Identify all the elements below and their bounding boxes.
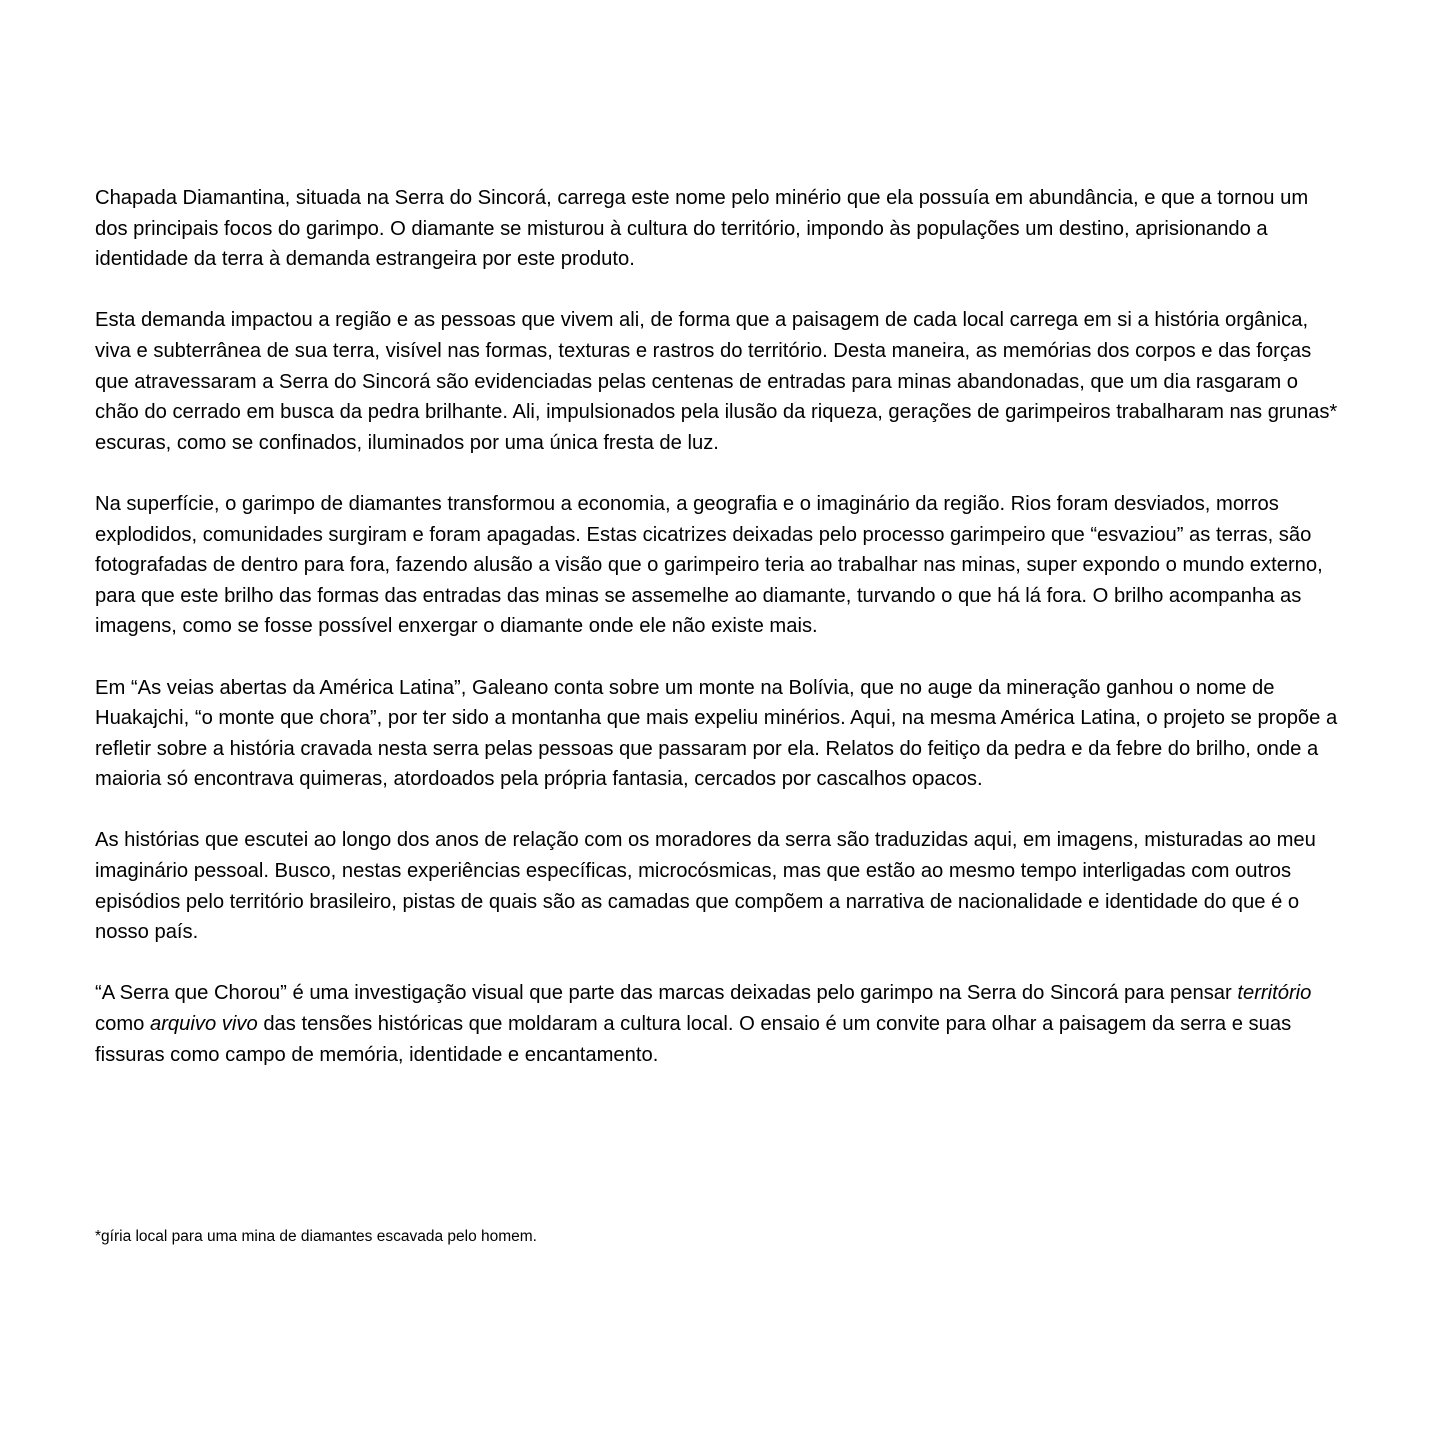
paragraph-superficie-garimpo: Na superfície, o garimpo de diamantes transformou a economia, a geografia e o imaginário da região. Rios foram desviados, morros explodidos, comunidades surgiram e foram apagadas. Estas cicatrizes deixadas pelo processo garimpeiro que “esvaziou” as terras, são fotografadas de dentro para fora, fazendo alusão a visão que o garimpeiro teria ao trabalhar nas minas, super expondo o mundo externo, para que este brilho das formas das entradas das minas se assemelhe ao diamante, turvando o que há lá fora. O brilho acompanha as imagens, como se fosse possível enxergar o diamante onde ele não existe mais. bbox=[95, 492, 1323, 638]
paragraph-demanda-impacto: Esta demanda impactou a região e as pessoas que vivem ali, de forma que a paisagem de cada local carrega em si a história orgânica, viva e subterrânea de sua terra, visível nas formas, texturas e rastros do território. Desta maneira, as memórias dos corpos e das forças que atravessaram a Serra do Sincorá são evidenciadas pelas centenas de entradas para minas abandonadas, que um dia rasgaram o chão do cerrado em busca da pedra brilhante. Ali, impulsionados pela ilusão da riqueza, gerações de garimpeiros trabalharam nas grunas* escuras, como se confinados, iluminados por uma única fresta de luz. bbox=[95, 309, 1338, 454]
paragraph-veias-abertas: Em “As veias abertas da América Latina”, Galeano conta sobre um monte na Bolívia, que no auge da mineração ganhou o nome de Huakajchi, “o monte que chora”, por ter sido a montanha que mais expeliu minérios. Aqui, na mesma América Latina, o projeto se propõe a refletir sobre a história cravada nesta serra pelas pessoas que passaram por ela. Relatos do feitiço da pedra e da febre do brilho, onde a maioria só encontrava quimeras, atordoados pela própria fantasia, cercados por cascalhos opacos. bbox=[95, 676, 1338, 791]
paragraph-serra-que-chorou bbox=[95, 978, 1345, 1070]
document-body bbox=[95, 183, 1345, 1070]
closing-text-1: “A Serra que Chorou” é uma investigação visual que parte das marcas deixadas pelo garimpo na Serra do Sincorá para pensar bbox=[95, 982, 1238, 1005]
closing-text-2: como bbox=[95, 1013, 150, 1036]
closing-italic-territorio: território bbox=[1237, 982, 1312, 1005]
footnote: *gíria local para uma mina de diamantes escavada pelo homem. bbox=[95, 1228, 537, 1245]
paragraph-historias-escutadas: As histórias que escutei ao longo dos anos de relação com os moradores da serra são traduzidas aqui, em imagens, misturadas ao meu imaginário pessoal. Busco, nestas experiências específicas, microcósmicas, mas que estão ao mesmo tempo interligadas com outros episódios pelo território brasileiro, pistas de quais são as camadas que compõem a narrativa de nacionalidade e identidade do que é o nosso país. bbox=[95, 829, 1316, 944]
closing-text-3: das tensões históricas que moldaram a cultura local. O ensaio é um convite para olhar a paisagem da serra e suas fissuras como campo de memória, identidade e encantamento. bbox=[95, 1013, 1292, 1066]
paragraph-chapada-diamantina: Chapada Diamantina, situada na Serra do Sincorá, carrega este nome pelo minério que ela possuía em abundância, e que a tornou um dos principais focos do garimpo. O diamante se misturou à cultura do território, impondo às populações um destino, aprisionando a identidade da terra à demanda estrangeira por este produto. bbox=[95, 187, 1309, 271]
closing-italic-arquivo-vivo: arquivo vivo bbox=[149, 1013, 258, 1036]
